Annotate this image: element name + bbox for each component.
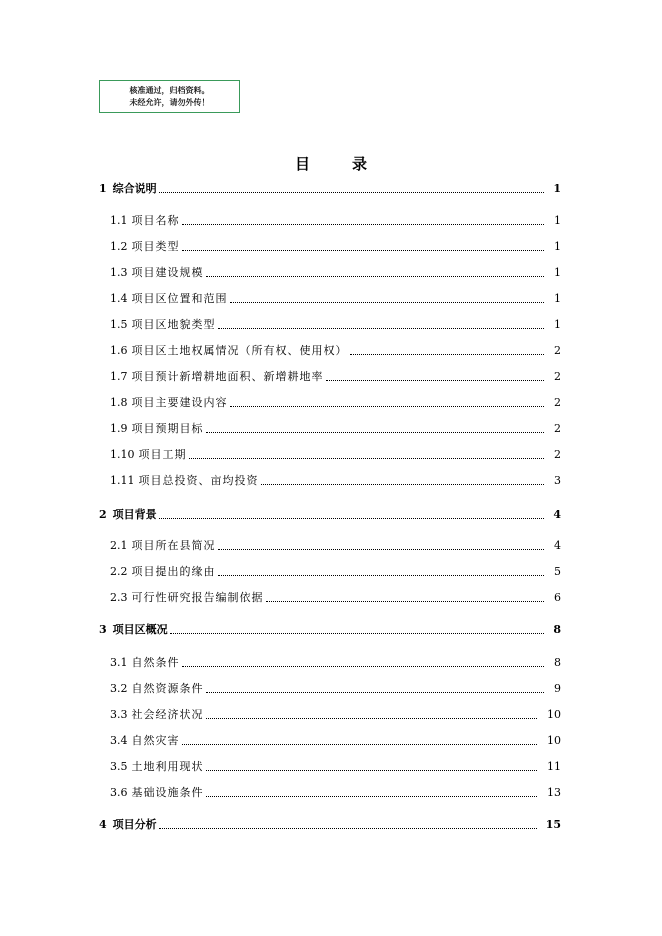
toc-entry-page: 2 (554, 422, 561, 435)
toc-entry[interactable] (0, 622, 662, 638)
toc-entry[interactable] (0, 538, 662, 554)
stamp-line-1: 核准通过，归档资料。 (129, 85, 210, 95)
toc-entry-number: 1.8 (110, 396, 128, 409)
toc-entry-number: 3.6 (110, 786, 128, 799)
toc-entry-number: 1.3 (110, 266, 128, 279)
toc-entry-page: 1 (554, 292, 561, 305)
toc-entry-text: 自然条件 (131, 656, 180, 669)
toc-entry-label (110, 213, 182, 229)
toc-entry-number: 3 (99, 623, 107, 636)
toc-entry-page: 4 (553, 508, 561, 521)
toc-entry-label (110, 447, 189, 463)
toc-entry-label (99, 622, 170, 638)
toc-entry-page: 9 (554, 682, 561, 695)
toc-entry[interactable] (0, 447, 662, 463)
toc-entry-page: 1 (554, 318, 561, 331)
toc-entry[interactable] (0, 507, 662, 523)
toc-title-char: 目 (294, 155, 310, 173)
toc-entry-text: 自然资源条件 (131, 682, 204, 695)
toc-entry[interactable] (0, 681, 662, 697)
stamp-line-2: 未经允许，请勿外传！ (129, 97, 210, 107)
toc-entry-number: 2.1 (110, 539, 128, 552)
toc-entry[interactable] (0, 239, 662, 255)
toc-entry-page: 8 (553, 623, 561, 636)
toc-entry-page: 1 (554, 240, 561, 253)
toc-entry-text: 社会经济状况 (131, 708, 204, 721)
toc-leader-dots (230, 391, 544, 407)
toc-entry-page: 3 (554, 474, 561, 487)
toc-entry[interactable] (0, 291, 662, 307)
toc-leader-dots (206, 755, 537, 771)
toc-leader-dots (182, 209, 544, 225)
toc-entry[interactable] (0, 817, 662, 833)
toc-entry-page: 2 (554, 370, 561, 383)
toc-leader-dots (159, 177, 544, 193)
toc-entry-page: 1 (554, 266, 561, 279)
toc-entry-page: 1 (553, 182, 561, 195)
toc-entry-page: 10 (547, 734, 561, 747)
toc-entry-number: 3.4 (110, 734, 128, 747)
toc-entry-label (110, 317, 218, 333)
toc-entry-number: 2.2 (110, 565, 128, 578)
toc-title-char: 录 (352, 155, 368, 173)
toc-entry-text: 自然灾害 (131, 734, 180, 747)
toc-entry-text: 项目区地貌类型 (131, 318, 216, 331)
toc-entry-number: 1.9 (110, 422, 128, 435)
toc-entry-number: 3.1 (110, 656, 128, 669)
toc-entry-number: 1.7 (110, 370, 128, 383)
toc-entry-label (99, 181, 159, 197)
toc-entry-page: 2 (554, 396, 561, 409)
toc-entry-label (110, 343, 350, 359)
toc-entry-page: 10 (547, 708, 561, 721)
toc-leader-dots (326, 365, 544, 381)
toc-entry[interactable] (0, 421, 662, 437)
toc-entry-text: 项目主要建设内容 (131, 396, 228, 409)
toc-entry-label (110, 421, 206, 437)
toc-entry-label (110, 395, 230, 411)
toc-leader-dots (189, 443, 544, 459)
toc-entry-page: 1 (554, 214, 561, 227)
toc-entry-page: 4 (554, 539, 561, 552)
toc-entry-label (110, 564, 218, 580)
toc-entry[interactable] (0, 733, 662, 749)
toc-entry-page: 6 (554, 591, 561, 604)
toc-entry-page: 2 (554, 344, 561, 357)
toc-leader-dots (218, 560, 544, 576)
toc-leader-dots (182, 651, 544, 667)
toc-entry-label (110, 655, 182, 671)
toc-entry-text: 基础设施条件 (131, 786, 204, 799)
toc-entry-text: 项目工期 (138, 448, 187, 461)
toc-entry[interactable] (0, 343, 662, 359)
toc-entry[interactable] (0, 369, 662, 385)
toc-entry-page: 13 (547, 786, 561, 799)
toc-entry-text: 项目所在县简况 (131, 539, 216, 552)
toc-entry-text: 项目预期目标 (131, 422, 204, 435)
toc-entry[interactable] (0, 317, 662, 333)
toc-entry-number: 3.5 (110, 760, 128, 773)
toc-entry-number: 1.2 (110, 240, 128, 253)
toc-entry[interactable] (0, 473, 662, 489)
toc-entry[interactable] (0, 655, 662, 671)
toc-leader-dots (266, 586, 544, 602)
toc-entry-text: 项目类型 (131, 240, 180, 253)
approval-stamp (99, 80, 240, 113)
toc-title (0, 153, 662, 174)
toc-leader-dots (206, 261, 544, 277)
toc-entry-number: 1.11 (110, 474, 135, 487)
toc-entry-text: 土地利用现状 (131, 760, 204, 773)
toc-entry-label (110, 538, 218, 554)
toc-entry-text: 综合说明 (112, 182, 157, 195)
toc-entry-text: 项目区位置和范围 (131, 292, 228, 305)
toc-entry[interactable] (0, 181, 662, 197)
toc-entry-label (110, 733, 182, 749)
toc-entry-number: 1 (99, 182, 107, 195)
toc-entry-text: 项目分析 (112, 818, 157, 831)
toc-entry-number: 1.10 (110, 448, 135, 461)
toc-leader-dots (182, 729, 537, 745)
toc-entry[interactable] (0, 785, 662, 801)
toc-leader-dots (218, 313, 544, 329)
toc-entry-page: 5 (554, 565, 561, 578)
toc-entry-text: 项目总投资、亩均投资 (138, 474, 259, 487)
toc-entry-text: 可行性研究报告编制依据 (131, 591, 264, 604)
toc-entry-number: 3.3 (110, 708, 128, 721)
toc-entry-label (99, 817, 159, 833)
toc-entry-label (110, 785, 206, 801)
toc-leader-dots (206, 703, 537, 719)
toc-leader-dots (206, 677, 544, 693)
toc-entry-label (110, 473, 261, 489)
toc-entry[interactable] (0, 590, 662, 606)
toc-entry-text: 项目区概况 (112, 623, 168, 636)
toc-entry-text: 项目提出的缘由 (131, 565, 216, 578)
toc-entry-text: 项目建设规模 (131, 266, 204, 279)
toc-entry-number: 4 (99, 818, 107, 831)
toc-entry-page: 15 (545, 818, 561, 831)
toc-entry-page: 11 (547, 760, 561, 773)
toc-entry-label (99, 507, 159, 523)
toc-entry-number: 1.6 (110, 344, 128, 357)
toc-entry-label (110, 265, 206, 281)
toc-entry-label (110, 291, 230, 307)
toc-entry-number: 1.1 (110, 214, 128, 227)
toc-entry-label (110, 369, 326, 385)
toc-entry[interactable] (0, 707, 662, 723)
toc-leader-dots (170, 618, 544, 634)
toc-leader-dots (159, 503, 544, 519)
toc-entry-label (110, 239, 182, 255)
toc-entry-text: 项目背景 (112, 508, 157, 521)
toc-entry-label (110, 681, 206, 697)
toc-entry-number: 2.3 (110, 591, 128, 604)
toc-entry-number: 1.5 (110, 318, 128, 331)
toc-entry-label (110, 590, 266, 606)
toc-entry-number: 1.4 (110, 292, 128, 305)
toc-leader-dots (350, 339, 544, 355)
toc-entry-text: 项目名称 (131, 214, 180, 227)
toc-leader-dots (206, 417, 544, 433)
toc-leader-dots (159, 813, 537, 829)
toc-entry[interactable] (0, 213, 662, 229)
toc-entry[interactable] (0, 564, 662, 580)
toc-entry[interactable] (0, 759, 662, 775)
toc-entry-text: 项目区土地权属情况（所有权、使用权） (131, 344, 348, 357)
toc-entry-text: 项目预计新增耕地面积、新增耕地率 (131, 370, 324, 383)
toc-entry[interactable] (0, 395, 662, 411)
toc-leader-dots (261, 469, 544, 485)
toc-leader-dots (218, 534, 544, 550)
toc-leader-dots (182, 235, 544, 251)
toc-entry-label (110, 759, 206, 775)
toc-leader-dots (206, 781, 537, 797)
toc-entry-number: 3.2 (110, 682, 128, 695)
toc-leader-dots (230, 287, 544, 303)
toc-entry-page: 8 (554, 656, 561, 669)
toc-entry[interactable] (0, 265, 662, 281)
toc-entry-label (110, 707, 206, 723)
toc-entry-number: 2 (99, 508, 107, 521)
toc-entry-page: 2 (554, 448, 561, 461)
